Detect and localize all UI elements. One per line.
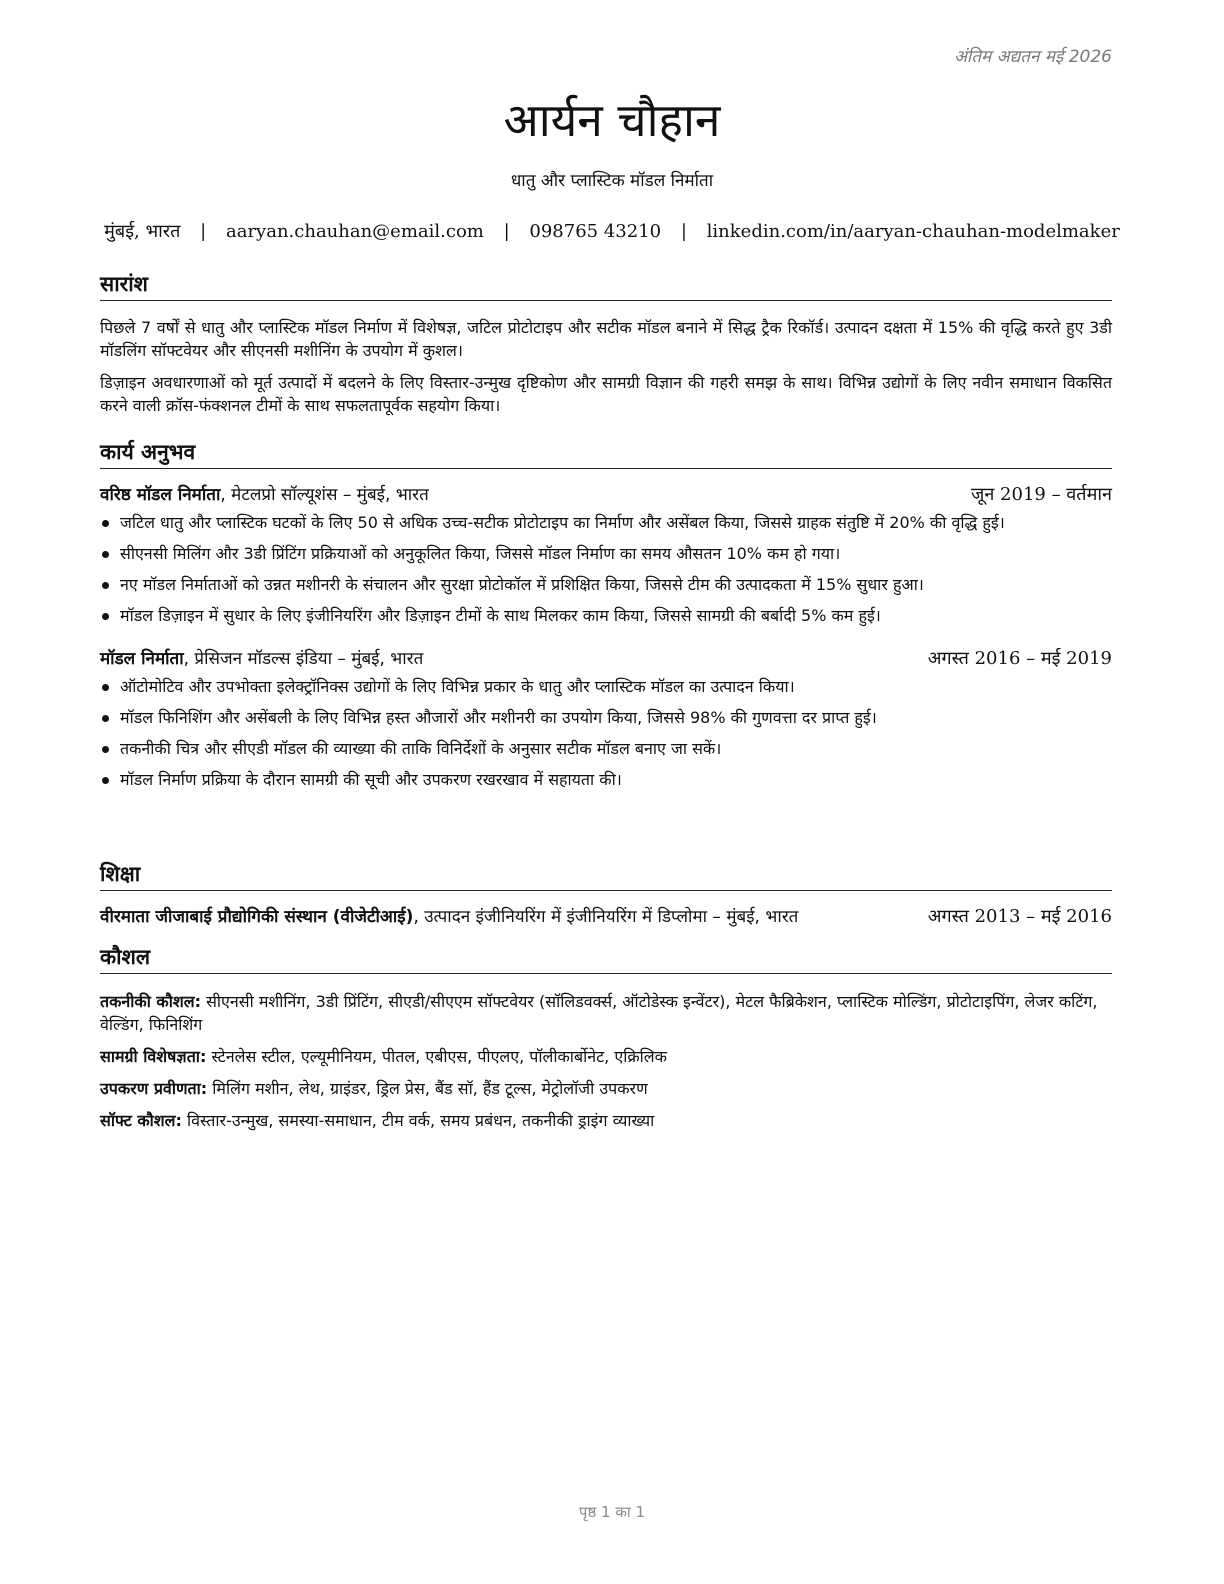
- education-institution: वीरमाता जीजाबाई प्रौद्योगिकी संस्थान (वीजेटीआई): [100, 907, 414, 927]
- skill-value: विस्तार-उन्मुख, समस्या-समाधान, टीम वर्क, समय प्रबंधन, तकनीकी ड्राइंग व्याख्या: [181, 1111, 655, 1130]
- job-dates: अगस्त 2016 – मई 2019: [927, 648, 1112, 669]
- job-company: , प्रेसिजन मॉडल्स इंडिया – मुंबई, भारत: [183, 649, 424, 669]
- skill-label: उपकरण प्रवीणता:: [100, 1079, 208, 1098]
- contact-location: मुंबई, भारत: [104, 221, 181, 242]
- job-bullet: मॉडल डिज़ाइन में सुधार के लिए इंजीनियरिंग और डिज़ाइन टीमों के साथ मिलकर काम किया, जिससे सामग्री की बर्बादी 5% कम हुई।: [100, 604, 1112, 627]
- skill-value: मिलिंग मशीन, लेथ, ग्राइंडर, ड्रिल प्रेस, बैंड सॉ, हैंड टूल्स, मेट्रोलॉजी उपकरण: [207, 1079, 648, 1098]
- job-entry: [100, 483, 1112, 627]
- summary-heading: सारांश: [100, 270, 1112, 301]
- summary-paragraph: डिज़ाइन अवधारणाओं को मूर्त उत्पादों में बदलने के लिए विस्तार-उन्मुख दृष्टिकोण और सामग्री विज्ञान की गहरी समझ के साथ। विभिन्न उद्योगों के लिए नवीन समाधान विकसित करने वाली क्रॉस-फंक्शनल टीमों के साथ सफलतापूर्वक सहयोग किया।: [100, 373, 1112, 415]
- job-bullet: मॉडल फिनिशिंग और असेंबली के लिए विभिन्न हस्त औजारों और मशीनरी का उपयोग किया, जिससे 98% की गुणवत्ता दर प्राप्त हुई।: [100, 706, 1112, 729]
- job-bullet: मॉडल निर्माण प्रक्रिया के दौरान सामग्री की सूची और उपकरण रखरखाव में सहायता की।: [100, 768, 1112, 791]
- contact-line: [0, 219, 1224, 243]
- job-bullet: तकनीकी चित्र और सीएडी मॉडल की व्याख्या की ताकि विनिर्देशों के अनुसार सटीक मॉडल बनाए जा सकें।: [100, 737, 1112, 760]
- last-updated-note: अंतिम अद्यतन मई 2026: [953, 47, 1112, 67]
- skills-section: [100, 943, 1112, 1132]
- skill-row: [100, 1109, 1112, 1132]
- skill-row: [100, 1077, 1112, 1100]
- job-header: [100, 483, 1112, 507]
- skill-row: [100, 1045, 1112, 1068]
- contact-linkedin[interactable]: linkedin.com/in/aaryan-chauhan-modelmaker: [706, 221, 1120, 242]
- skill-value: सीएनसी मशीनिंग, 3डी प्रिंटिंग, सीएडी/सीएएम सॉफ्टवेयर (सॉलिडवर्क्स, ऑटोडेस्क इन्वेंटर), मेटल फैब्रिकेशन, प्लास्टिक मोल्डिंग, प्रोटोटाइपिंग, लेजर कटिंग, वेल्डिंग, फिनिशिंग: [100, 992, 1098, 1034]
- summary-section: [100, 270, 1112, 417]
- education-dates: अगस्त 2013 – मई 2016: [927, 906, 1112, 927]
- summary-paragraph: पिछले 7 वर्षों से धातु और प्लास्टिक मॉडल निर्माण में विशेषज्ञ, जटिल प्रोटोटाइप और सटीक मॉडल बनाने में सिद्ध ट्रैक रिकॉर्ड। उत्पादन दक्षता में 15% की वृद्धि करते हुए 3डी मॉडलिंग सॉफ्टवेयर और सीएनसी मशीनिंग के उपयोग में कुशल।: [100, 318, 1112, 360]
- education-entry: [100, 905, 1112, 929]
- job-bullet: जटिल धातु और प्लास्टिक घटकों के लिए 50 से अधिक उच्च-सटीक प्रोटोटाइप का निर्माण और असेंबल किया, जिससे ग्राहक संतुष्टि में 20% की वृद्धि हुई।: [100, 511, 1112, 534]
- job-bullet: ऑटोमोटिव और उपभोक्ता इलेक्ट्रॉनिक्स उद्योगों के लिए विभिन्न प्रकार के धातु और प्लास्टिक मॉडल का उत्पादन किया।: [100, 675, 1112, 698]
- candidate-tagline: धातु और प्लास्टिक मॉडल निर्माता: [510, 171, 714, 191]
- skills-heading: कौशल: [100, 943, 1112, 974]
- skill-row: [100, 990, 1112, 1036]
- experience-heading: कार्य अनुभव: [100, 438, 1112, 469]
- contact-separator: |: [503, 221, 510, 242]
- page-number: पृष्ठ 1 का 1: [578, 1503, 646, 1521]
- job-bullets: [100, 511, 1112, 627]
- skill-label: सामग्री विशेषज्ञता:: [100, 1047, 207, 1066]
- contact-phone[interactable]: 098765 43210: [529, 221, 662, 242]
- education-section: [100, 860, 1112, 929]
- education-detail: , उत्पादन इंजीनियरिंग में इंजीनियरिंग में डिप्लोमा – मुंबई, भारत: [413, 907, 799, 927]
- education-heading: शिक्षा: [100, 860, 1112, 891]
- skill-label: सॉफ्ट कौशल:: [100, 1111, 182, 1130]
- job-bullet: नए मॉडल निर्माताओं को उन्नत मशीनरी के संचालन और सुरक्षा प्रोटोकॉल में प्रशिक्षित किया, जिससे टीम की उत्पादकता में 15% सुधार हुआ।: [100, 573, 1112, 596]
- job-company: , मेटलप्रो सॉल्यूशंस – मुंबई, भारत: [220, 485, 429, 505]
- job-header: [100, 647, 1112, 671]
- contact-email[interactable]: aaryan.chauhan@email.com: [225, 221, 484, 242]
- job-bullet: सीएनसी मिलिंग और 3डी प्रिंटिंग प्रक्रियाओं को अनुकूलित किया, जिससे मॉडल निर्माण का समय औसतन 10% कम हो गया।: [100, 542, 1112, 565]
- contact-separator: |: [200, 221, 207, 242]
- job-dates: जून 2019 – वर्तमान: [970, 484, 1112, 505]
- job-role: वरिष्ठ मॉडल निर्माता: [100, 485, 221, 505]
- skill-label: तकनीकी कौशल:: [100, 992, 201, 1011]
- skill-value: स्टेनलेस स्टील, एल्यूमीनियम, पीतल, एबीएस, पीएलए, पॉलीकार्बोनेट, एक्रिलिक: [206, 1047, 667, 1066]
- experience-section: [100, 438, 1112, 791]
- job-entry: [100, 647, 1112, 791]
- contact-separator: |: [680, 221, 687, 242]
- candidate-name: आर्यन चौहान: [503, 93, 721, 147]
- job-bullets: [100, 675, 1112, 791]
- job-role: मॉडल निर्माता: [100, 649, 184, 669]
